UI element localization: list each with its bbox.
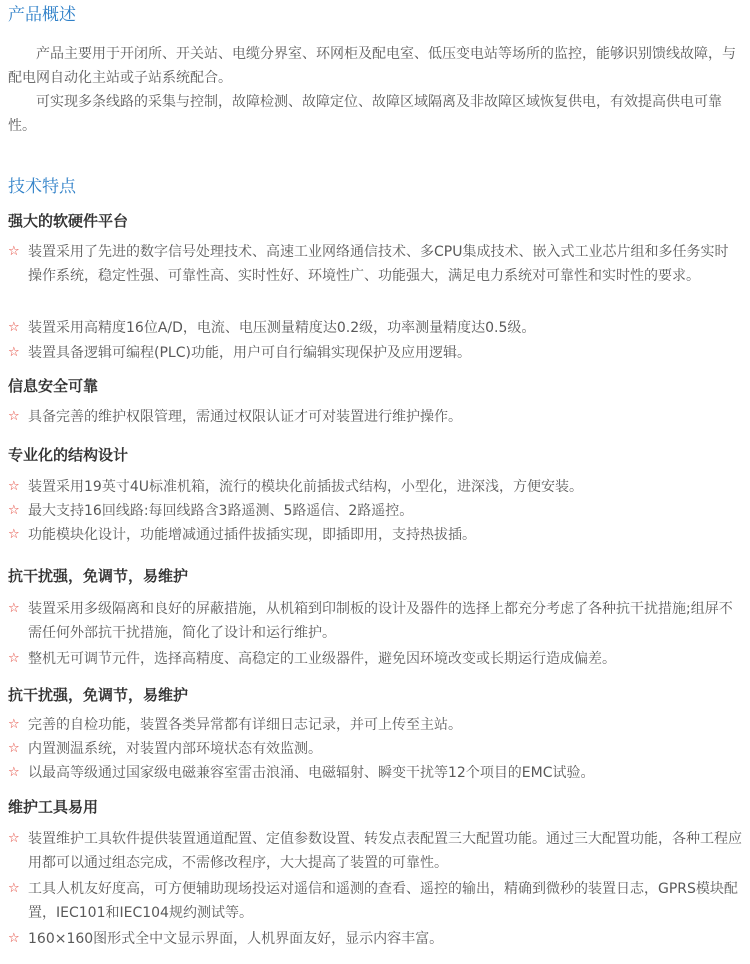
- star-bullet-icon: ☆: [8, 503, 20, 518]
- feature-item-text: 具备完善的维护权限管理，需通过权限认证才可对装置进行维护操作。: [28, 409, 462, 425]
- star-bullet-icon: ☆: [8, 601, 20, 616]
- feature-heading-self-check: 抗干扰强，免调节，易维护: [8, 686, 189, 704]
- star-bullet-icon: ☆: [8, 244, 20, 259]
- features-title: 技术特点: [8, 177, 76, 197]
- feature-item: [8, 713, 742, 737]
- feature-item-text: 以最高等级通过国家级电磁兼容室雷击浪涌、电磁辐射、瞬变干扰等12个项目的EMC试验。: [28, 765, 595, 781]
- feature-item: [8, 341, 742, 365]
- feature-item: [8, 405, 742, 429]
- feature-item-text: 功能模块化设计，功能增减通过插件拔插实现，即插即用，支持热拔插。: [28, 527, 476, 543]
- star-bullet-icon: ☆: [8, 831, 20, 846]
- star-bullet-icon: ☆: [8, 765, 20, 780]
- star-bullet-icon: ☆: [8, 931, 20, 946]
- feature-item: [8, 240, 742, 288]
- feature-item-text: 内置测温系统，对装置内部环境状态有效监测。: [28, 741, 322, 757]
- feature-item: [8, 827, 742, 875]
- star-bullet-icon: ☆: [8, 651, 20, 666]
- star-bullet-icon: ☆: [8, 345, 20, 360]
- feature-heading-structure: 专业化的结构设计: [8, 446, 129, 464]
- feature-heading-maintenance-tool: 维护工具易用: [8, 798, 99, 816]
- feature-item: [8, 523, 742, 547]
- feature-item: [8, 499, 742, 523]
- star-bullet-icon: ☆: [8, 741, 20, 756]
- feature-item: [8, 475, 742, 499]
- feature-item: [8, 597, 742, 645]
- feature-item-text: 装置维护工具软件提供装置通道配置、定值参数设置、转发点表配置三大配置功能。通过三大配置功能，各种工程应用都可以通过组态完成，不需修改程序，大大提高了装置的可靠性。: [28, 831, 742, 871]
- star-bullet-icon: ☆: [8, 479, 20, 494]
- feature-heading-platform: 强大的软硬件平台: [8, 212, 129, 230]
- feature-item-text: 装置采用高精度16位A/D，电流、电压测量精度达0.2级，功率测量精度达0.5级。: [28, 320, 536, 336]
- star-bullet-icon: ☆: [8, 527, 20, 542]
- overview-paragraph-1: 产品主要用于开闭所、开关站、电缆分界室、环网柜及配电室、低压变电站等场所的监控，能够识别馈线故障，与配电网自动化主站或子站系统配合。: [8, 46, 736, 86]
- feature-item-text: 最大支持16回线路:每回线路含3路遥测、5路遥信、2路遥控。: [28, 503, 414, 519]
- feature-item-text: 工具人机友好度高，可方便辅助现场投运对遥信和遥测的查看、遥控的输出，精确到微秒的装置日志，GPRS模块配置，IEC101和IEC104规约测试等。: [28, 881, 738, 921]
- feature-item-text: 160×160图形式全中文显示界面，人机界面友好，显示内容丰富。: [28, 931, 444, 947]
- overview-paragraph-2: 可实现多条线路的采集与控制，故障检测、故障定位、故障区域隔离及非故障区域恢复供电，有效提高供电可靠性。: [8, 94, 722, 134]
- feature-item-text: 装置采用了先进的数字信号处理技术、高速工业网络通信技术、多CPU集成技术、嵌入式工业芯片组和多任务实时操作系统，稳定性强、可靠性高、实时性好、环境性广、功能强大，满足电力系统对可靠性和实时性的要求。: [28, 244, 729, 284]
- star-bullet-icon: ☆: [8, 320, 20, 335]
- feature-item-text: 装置具备逻辑可编程(PLC)功能，用户可自行编辑实现保护及应用逻辑。: [28, 345, 471, 361]
- feature-heading-anti-interference: 抗干扰强，免调节，易维护: [8, 567, 189, 585]
- feature-item-text: 整机无可调节元件，选择高精度、高稳定的工业级器件，避免因环境改变或长期运行造成偏差。: [28, 651, 616, 667]
- feature-item: [8, 647, 742, 671]
- feature-item: [8, 761, 742, 785]
- overview-title: 产品概述: [8, 5, 76, 25]
- feature-item-text: 完善的自检功能，装置各类异常都有详细日志记录，并可上传至主站。: [28, 717, 462, 733]
- star-bullet-icon: ☆: [8, 717, 20, 732]
- feature-item: [8, 877, 742, 925]
- star-bullet-icon: ☆: [8, 409, 20, 424]
- feature-item: [8, 316, 742, 340]
- feature-item-text: 装置采用19英寸4U标准机箱，流行的模块化前插拔式结构，小型化，进深浅，方便安装。: [28, 479, 583, 495]
- feature-item: [8, 927, 742, 951]
- feature-item-text: 装置采用多级隔离和良好的屏蔽措施，从机箱到印制板的设计及器件的选择上都充分考虑了各种抗干扰措施;组屏不需任何外部抗干扰措施，简化了设计和运行维护。: [28, 601, 733, 641]
- feature-heading-security: 信息安全可靠: [8, 377, 99, 395]
- star-bullet-icon: ☆: [8, 881, 20, 896]
- feature-item: [8, 737, 742, 761]
